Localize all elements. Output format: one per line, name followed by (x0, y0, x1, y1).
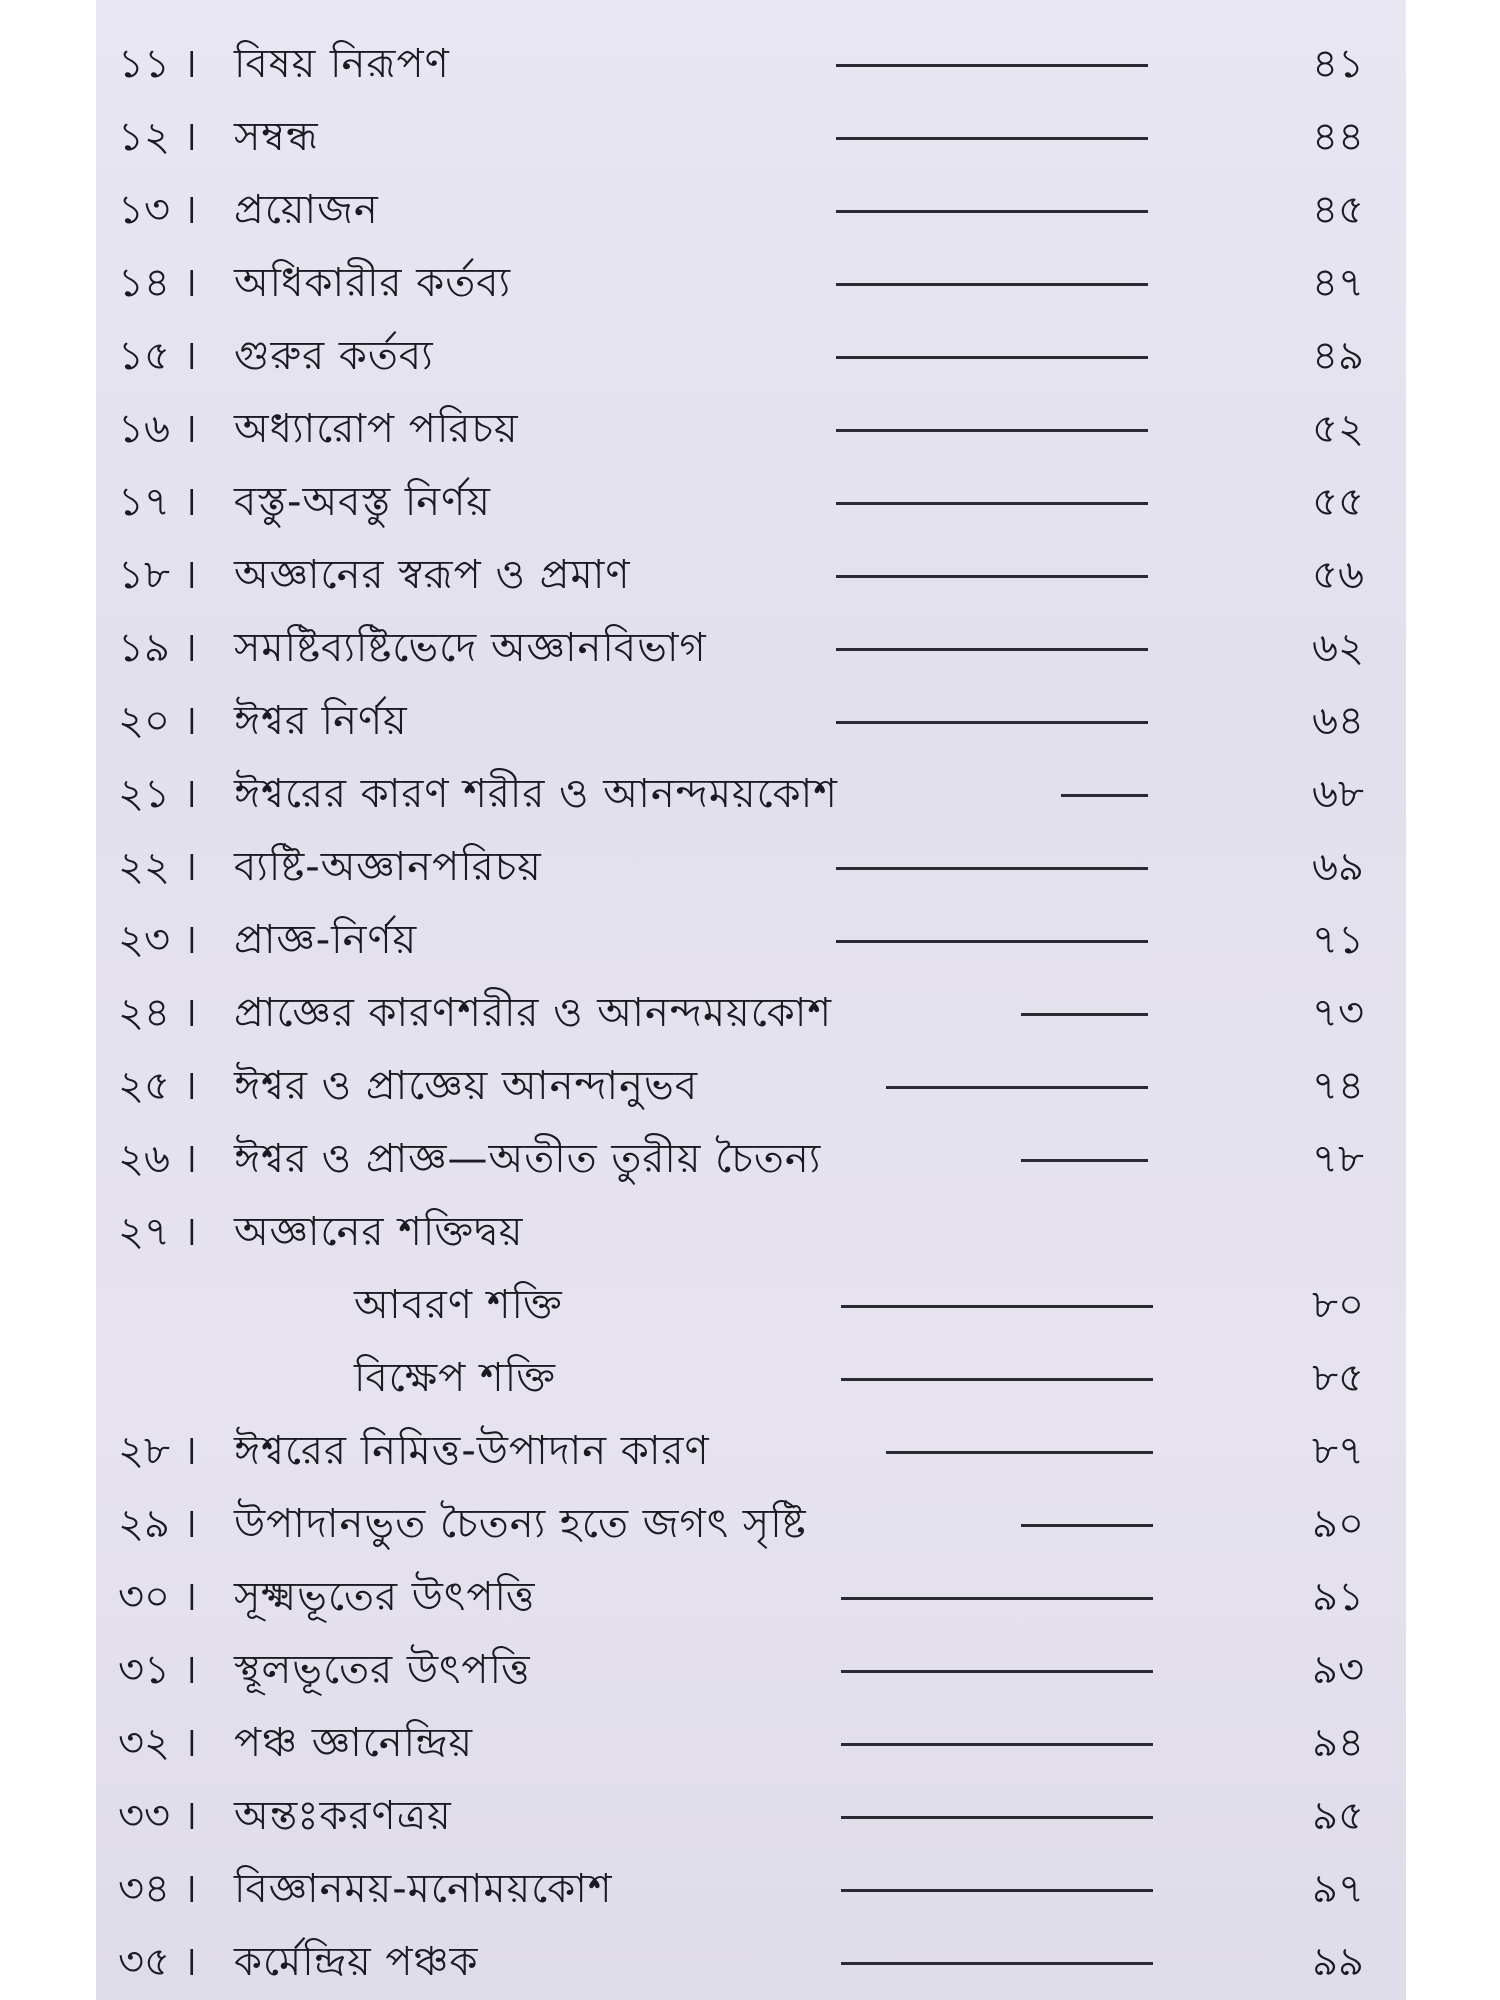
toc-entry (96, 1843, 1406, 1916)
entry-page: ৬৮ (1312, 771, 1364, 817)
toc-entry (96, 1916, 1406, 1989)
leader-line (886, 1086, 1148, 1089)
entry-title: ঈশ্বর ও প্রাজ্ঞ—অতীত তুরীয় চৈতন্য (234, 1136, 822, 1182)
entry-title: আবরণ শক্তি (354, 1282, 563, 1328)
toc-entry (96, 383, 1406, 456)
entry-title: অধ্যারোপ পরিচয় (234, 406, 519, 452)
toc-entry (96, 967, 1406, 1040)
toc-page (96, 0, 1406, 2000)
entry-title: গুরুর কর্তব্য (234, 333, 434, 379)
leader-line (841, 1816, 1153, 1819)
entry-number: ২১ । (118, 771, 197, 817)
entry-page: ৯১ (1312, 1574, 1364, 1620)
toc-entry (96, 456, 1406, 529)
entry-title: অজ্ঞানের স্বরূপ ও প্রমাণ (234, 552, 631, 598)
toc-subentry (96, 1332, 1406, 1405)
entry-page: ৬২ (1311, 625, 1364, 671)
entry-page: ৫৬ (1312, 552, 1364, 598)
leader-line (836, 648, 1148, 651)
entry-page: ৯০ (1312, 1501, 1364, 1547)
toc-entry (96, 1551, 1406, 1624)
toc-entry (96, 164, 1406, 237)
entry-number: ৩৩ । (118, 1793, 198, 1839)
entry-title: প্রাজ্ঞের কারণশরীর ও আনন্দময়কোশ (234, 990, 833, 1036)
entry-number: ২৬ । (118, 1136, 198, 1182)
leader-line (836, 64, 1148, 67)
leader-line (836, 867, 1148, 870)
entry-number: ২৪ । (118, 990, 197, 1036)
entry-page: ৮০ (1312, 1282, 1364, 1328)
entry-page: ৭৩ (1311, 990, 1364, 1036)
entry-number: ১৮ । (118, 552, 197, 598)
leader-line (836, 940, 1148, 943)
entry-page: ৬৪ (1312, 698, 1364, 744)
toc-entry (96, 675, 1406, 748)
entry-title: অজ্ঞানের শক্তিদ্বয় (234, 1209, 524, 1255)
entry-number: ১৯ । (118, 625, 197, 671)
entry-page: ৯৫ (1312, 1793, 1364, 1839)
entry-page: ৫২ (1312, 406, 1364, 452)
entry-number: ২৮ । (118, 1428, 197, 1474)
entry-page: ৭৮ (1312, 1136, 1364, 1182)
leader-line (836, 210, 1148, 213)
toc-entry (96, 1113, 1406, 1186)
entry-number: ২০ । (118, 698, 198, 744)
entry-number: ৩২ । (118, 1720, 198, 1766)
toc-entry (96, 602, 1406, 675)
entry-title: অন্তঃকরণত্রয় (234, 1793, 452, 1839)
leader-line (886, 1451, 1153, 1454)
entry-title: সূক্ষ্মভূতের উৎপত্তি (234, 1574, 536, 1620)
leader-line (836, 429, 1148, 432)
entry-title: প্রয়োজন (234, 187, 379, 233)
right-margin (1406, 0, 1500, 2000)
entry-number: ২৫ । (118, 1063, 197, 1109)
toc-entry (96, 1040, 1406, 1113)
entry-number: ৩৫ । (118, 1939, 197, 1985)
entry-number: ১১ । (118, 41, 197, 87)
entry-number: ১২ । (118, 114, 197, 160)
entry-number: ১৫ । (118, 333, 197, 379)
entry-page: ৪৭ (1312, 260, 1364, 306)
entry-page: ৪৪ (1312, 114, 1364, 160)
leader-line (841, 1305, 1153, 1308)
leader-line (1021, 1013, 1148, 1016)
toc-entry (96, 91, 1406, 164)
entry-page: ৪১ (1312, 41, 1364, 87)
entry-page: ৮৭ (1312, 1428, 1364, 1474)
entry-title: অধিকারীর কর্তব্য (234, 260, 512, 306)
toc-entry (96, 894, 1406, 967)
toc-entry (96, 1624, 1406, 1697)
entry-page: ৪৫ (1312, 187, 1364, 233)
entry-number: ৩১ । (118, 1647, 197, 1693)
entry-page: ৮৫ (1312, 1355, 1364, 1401)
toc-entry (96, 1478, 1406, 1551)
entry-title: প্রাজ্ঞ-নির্ণয় (234, 917, 418, 963)
leader-line (841, 1670, 1153, 1673)
entry-page: ৪৯ (1312, 333, 1364, 379)
entry-page: ৯৩ (1312, 1647, 1364, 1693)
toc-entry (96, 748, 1406, 821)
entry-title: বিষয় নিরূপণ (234, 41, 450, 87)
toc-entry (96, 529, 1406, 602)
entry-title: ব্যষ্টি-অজ্ঞানপরিচয় (234, 844, 542, 890)
entry-number: ১৩ । (118, 187, 197, 233)
entry-title: কর্মেন্দ্রিয় পঞ্চক (234, 1939, 479, 1985)
entry-number: ৩৪ । (118, 1866, 197, 1912)
entry-title: উপাদানভুত চৈতন্য হতে জগৎ সৃষ্টি (234, 1501, 807, 1547)
leader-line (836, 721, 1148, 724)
entry-page: ৬৯ (1312, 844, 1364, 890)
entry-title: বস্তু-অবস্তু নির্ণয় (234, 479, 491, 525)
entry-title: ঈশ্বরের কারণ শরীর ও আনন্দময়কোশ (234, 771, 838, 817)
entry-number: ২৭ । (118, 1209, 198, 1255)
leader-line (841, 1597, 1153, 1600)
entry-title: ঈশ্বর ও প্রাজ্ঞেয় আনন্দানুভব (234, 1063, 699, 1109)
entry-title: ঈশ্বরের নিমিত্ত-উপাদান কারণ (234, 1428, 710, 1474)
entry-page: ৯৯ (1312, 1939, 1364, 1985)
left-margin (0, 0, 96, 2000)
entry-page: ৭৪ (1312, 1063, 1364, 1109)
toc-subentry (96, 1259, 1406, 1332)
leader-line (836, 283, 1148, 286)
entry-title: স্থূলভূতের উৎপত্তি (234, 1647, 531, 1693)
entry-title: বিক্ষেপ শক্তি (354, 1355, 557, 1401)
toc-entry (96, 1770, 1406, 1843)
entry-title: পঞ্চ জ্ঞানেন্দ্রিয় (234, 1720, 474, 1766)
leader-line (1061, 794, 1148, 797)
entry-number: ১৭ । (118, 479, 197, 525)
entry-number: ২৩ । (118, 917, 198, 963)
leader-line (836, 575, 1148, 578)
toc-entry (96, 1405, 1406, 1478)
leader-line (841, 1378, 1153, 1381)
entry-title: সমষ্টিব্যষ্টিভেদে অজ্ঞানবিভাগ (234, 625, 707, 671)
entry-title: ঈশ্বর নির্ণয় (234, 698, 408, 744)
entry-title: সম্বন্ধ (234, 114, 319, 160)
toc-entry (96, 821, 1406, 894)
leader-line (841, 1962, 1153, 1965)
leader-line (1021, 1159, 1148, 1162)
entry-page: ৯৪ (1312, 1720, 1364, 1766)
entry-number: ৩০ । (118, 1574, 198, 1620)
leader-line (836, 356, 1148, 359)
entry-number: ১৬ । (118, 406, 197, 452)
toc-entry (96, 1697, 1406, 1770)
leader-line (836, 137, 1148, 140)
leader-line (1021, 1524, 1153, 1527)
entry-title: বিজ্ঞানময়-মনোময়কোশ (234, 1866, 613, 1912)
leader-line (836, 502, 1148, 505)
toc-entry (96, 310, 1406, 383)
entry-page: ৭১ (1312, 917, 1364, 963)
toc-entry (96, 18, 1406, 91)
entry-number: ১৪ । (118, 260, 197, 306)
toc-entry (96, 1186, 1406, 1259)
leader-line (841, 1889, 1153, 1892)
entry-number: ২২ । (118, 844, 198, 890)
entry-page: ৯৭ (1312, 1866, 1364, 1912)
leader-line (841, 1743, 1153, 1746)
entry-page: ৫৫ (1312, 479, 1364, 525)
entry-number: ২৯ । (118, 1501, 197, 1547)
toc-entry (96, 237, 1406, 310)
